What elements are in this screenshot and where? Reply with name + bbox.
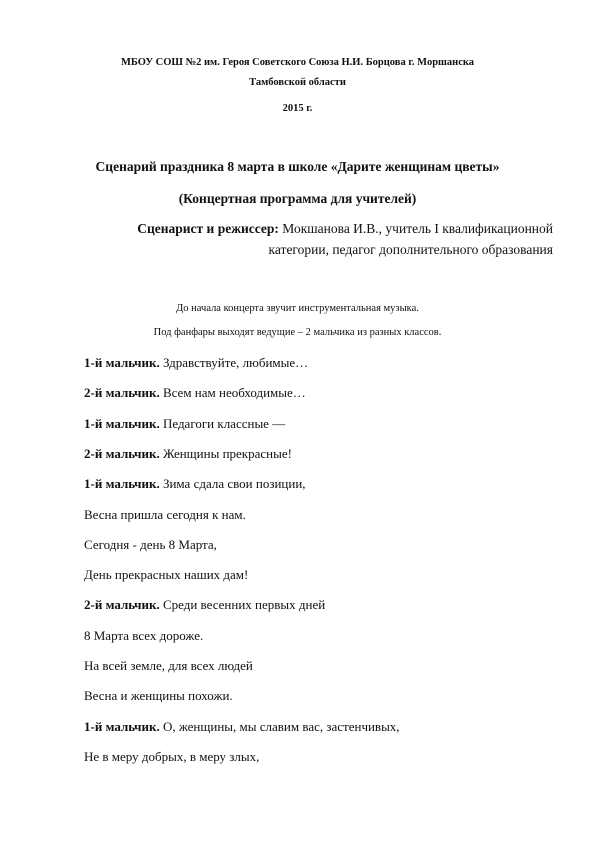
document-subtitle: (Концертная программа для учителей) — [178, 191, 417, 206]
script-line — [84, 447, 292, 460]
script-text: 8 Марта всех дороже. — [84, 628, 204, 643]
script-text: Всем нам необходимые… — [159, 385, 306, 400]
script-line — [84, 659, 253, 672]
script-text: Педагоги классные — — [159, 416, 286, 431]
script-text: Здравствуйте, любимые… — [159, 355, 309, 370]
document-year: 2015 г. — [282, 103, 313, 114]
script-line — [84, 508, 246, 521]
script-text: День прекрасных наших дам! — [84, 567, 249, 582]
intro-line-1: До начала концерта звучит инструментальная музыка. — [176, 303, 419, 314]
script-line — [84, 417, 285, 430]
intro-line-2: Под фанфары выходят ведущие – 2 мальчика из разных классов. — [153, 327, 442, 338]
script-text: Зима сдала свои позиции, — [159, 476, 306, 491]
script-text: О, женщины, мы славим вас, застенчивых, — [159, 719, 400, 734]
author-label: Сценарист и режиссер: — [137, 221, 279, 236]
script-line — [84, 538, 217, 551]
speaker-name: 1-й мальчик. — [84, 416, 160, 431]
speaker-name: 2-й мальчик. — [84, 446, 160, 461]
script-text: Сегодня - день 8 Марта, — [84, 537, 217, 552]
school-name-line-1: МБОУ СОШ №2 им. Героя Советского Союза Н.И. Борцова г. Моршанска — [120, 57, 475, 68]
speaker-name: 1-й мальчик. — [84, 719, 160, 734]
speaker-name: 2-й мальчик. — [84, 385, 160, 400]
script-line — [84, 568, 248, 581]
script-text: На всей земле, для всех людей — [84, 658, 253, 673]
script-line — [84, 629, 203, 642]
script-line — [84, 750, 259, 763]
author-line-1 — [137, 222, 553, 236]
school-name-line-2: Тамбовской области — [249, 77, 346, 88]
script-text: Весна пришла сегодня к нам. — [84, 507, 246, 522]
script-text: Весна и женщины похожи. — [84, 688, 233, 703]
script-text: Женщины прекрасные! — [159, 446, 292, 461]
script-text: Среди весенних первых дней — [159, 597, 326, 612]
author-line-2: категории, педагог дополнительного образования — [268, 242, 553, 257]
speaker-name: 1-й мальчик. — [84, 355, 160, 370]
script-text: Не в меру добрых, в меру злых, — [84, 749, 260, 764]
script-line — [84, 477, 306, 490]
author-text: Мокшанова И.В., учитель I квалификационной — [278, 221, 553, 236]
script-line — [84, 386, 306, 399]
script-line — [84, 598, 325, 611]
speaker-name: 2-й мальчик. — [84, 597, 160, 612]
document-title: Сценарий праздника 8 марта в школе «Дарите женщинам цветы» — [95, 159, 500, 174]
script-line — [84, 356, 308, 369]
speaker-name: 1-й мальчик. — [84, 476, 160, 491]
script-line — [84, 720, 400, 733]
script-line — [84, 689, 233, 702]
